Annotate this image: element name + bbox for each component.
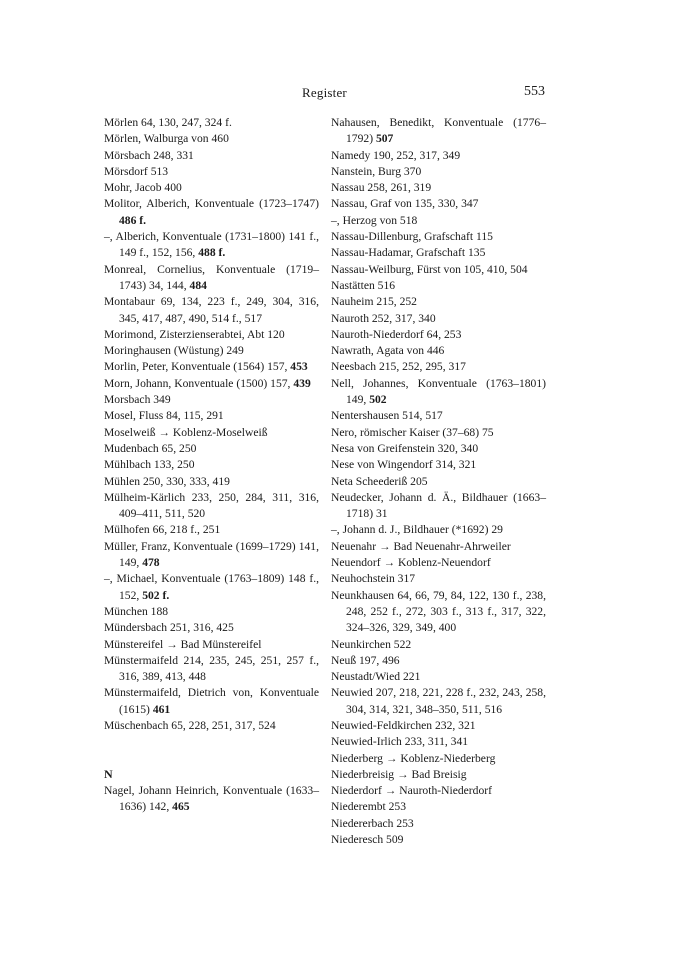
entry-text: –, Alberich, Konventuale (1731–1800) 141 f., 149 f., 152, 156,	[104, 230, 319, 260]
index-entry	[331, 343, 546, 359]
entry-bold-page: 484	[189, 278, 207, 292]
entry-bold-page: 507	[375, 132, 394, 146]
index-entry	[331, 637, 546, 653]
index-entry	[331, 539, 546, 555]
entry-bold-page: 502	[369, 393, 387, 407]
entry-bold-page: 486 f.	[119, 213, 147, 227]
entry-text: Moringhausen (Wüstung) 249	[104, 344, 244, 358]
index-entry	[104, 115, 319, 131]
entry-text: Niederesch 509	[331, 833, 404, 847]
index-entry	[104, 718, 319, 734]
index-entry	[331, 474, 546, 490]
entry-text: Neta Scheederiß 205	[331, 474, 428, 488]
entry-text: Nassau 258, 261, 319	[331, 181, 432, 195]
entry-bold-page: 439	[293, 376, 311, 390]
index-entry	[104, 376, 319, 392]
index-entry	[331, 278, 546, 294]
entry-text: Mülheim-Kärlich 233, 250, 284, 311, 316, 409–411, 511, 520	[104, 490, 319, 521]
entry-text: Mündersbach 251, 316, 425	[104, 621, 234, 635]
index-entry	[104, 457, 319, 473]
entry-text: Namedy 190, 252, 317, 349	[331, 148, 461, 162]
index-entry	[104, 604, 319, 620]
running-title: Register	[302, 85, 347, 100]
entry-text: Neunkhausen 64, 66, 79, 84, 122, 130 f., 238, 248, 252 f., 272, 303 f., 313 f., 317, 322, 324–326, 329, 349, 400	[331, 588, 546, 635]
entry-text: Neuß 197, 496	[331, 653, 400, 667]
entry-text: Niederembt 253	[331, 800, 407, 814]
entry-text: Mörlen 64, 130, 247, 324 f.	[104, 116, 232, 129]
entry-text: München 188	[104, 604, 169, 618]
index-entry	[104, 685, 319, 718]
entry-bold-page: 461	[152, 702, 171, 716]
index-entry	[331, 408, 546, 424]
index-entry	[331, 262, 546, 278]
left-entries	[104, 115, 319, 734]
index-entry	[331, 767, 546, 783]
section-gap	[104, 734, 319, 766]
index-entry	[331, 653, 546, 669]
entry-text: Neuendorf → Koblenz-Neuendorf	[331, 556, 491, 570]
index-entry	[331, 588, 546, 637]
index-entry	[331, 196, 546, 212]
index-entry	[104, 620, 319, 636]
index-entry	[104, 262, 319, 295]
entry-text: Nassau-Dillenburg, Grafschaft 115	[331, 230, 493, 244]
entry-text: Morsbach 349	[104, 393, 171, 407]
entry-text: Mudenbach 65, 250	[104, 441, 197, 455]
index-entry	[331, 685, 546, 718]
entry-bold-page: 453	[290, 360, 308, 374]
index-entry	[104, 343, 319, 359]
entry-text: Münstereifel → Bad Münstereifel	[104, 637, 262, 651]
entry-text: Nastätten 516	[331, 278, 396, 292]
entry-text: Monreal, Cornelius, Konventuale (1719–1743) 34, 144,	[104, 262, 319, 292]
entry-text: Nentershausen 514, 517	[331, 409, 443, 423]
entry-text: Münstermaifeld 214, 235, 245, 251, 257 f., 316, 389, 413, 448	[104, 653, 319, 684]
entry-text: –, Johann d. J., Bildhauer (*1692) 29	[331, 523, 503, 537]
index-entry	[331, 751, 546, 767]
index-entry	[331, 294, 546, 310]
index-entry	[331, 327, 546, 343]
entry-text: Nesa von Greifenstein 320, 340	[331, 441, 479, 455]
index-entry	[104, 425, 319, 441]
entry-text: Neuwied-Feldkirchen 232, 321	[331, 718, 476, 732]
index-entry	[104, 474, 319, 490]
entry-bold-page: 465	[172, 799, 190, 813]
index-entry	[331, 441, 546, 457]
running-header	[104, 85, 545, 105]
index-entry	[331, 555, 546, 571]
entry-text: Nassau-Weilburg, Fürst von 105, 410, 504	[331, 262, 528, 276]
index-entry	[331, 571, 546, 587]
entry-text: Niedererbach 253	[331, 816, 414, 830]
entry-text: Montabaur 69, 134, 223 f., 249, 304, 316, 345, 417, 487, 490, 514 f., 517	[104, 295, 319, 325]
index-entry	[104, 131, 319, 147]
right-entries	[331, 115, 546, 848]
entry-text: Müschenbach 65, 228, 251, 317, 524	[104, 718, 276, 732]
entry-text: Neunkirchen 522	[331, 637, 412, 651]
entry-text: Nassau, Graf von 135, 330, 347	[331, 197, 479, 211]
index-entry	[104, 783, 319, 816]
entry-text: Nauroth-Niederdorf 64, 253	[331, 327, 462, 341]
index-entry	[104, 392, 319, 408]
index-entry	[331, 816, 546, 832]
entry-text: Morimond, Zisterzienserabtei, Abt 120	[104, 327, 285, 341]
index-entry	[331, 734, 546, 750]
index-entry	[331, 718, 546, 734]
entry-text: Mohr, Jacob 400	[104, 181, 182, 195]
entry-text: Neuenahr → Bad Neuenahr-Ahrweiler	[331, 539, 511, 553]
entry-bold-page: 502 f.	[142, 588, 170, 602]
entry-text: Moselweiß → Koblenz-Moselweiß	[104, 425, 268, 439]
entry-text: Münstermaifeld, Dietrich von, Konventuale (1615)	[104, 686, 319, 716]
index-entry	[104, 164, 319, 180]
index-entry	[104, 637, 319, 653]
entry-text: Neuwied 207, 218, 221, 228 f., 232, 243, 258, 304, 314, 321, 348–350, 511, 516	[331, 686, 546, 716]
index-entry	[331, 148, 546, 164]
entry-text: Nauroth 252, 317, 340	[331, 311, 436, 325]
index-entry	[104, 653, 319, 686]
index-entry	[331, 229, 546, 245]
index-entry	[104, 180, 319, 196]
left-column	[104, 115, 319, 815]
entry-text: Neuhochstein 317	[331, 572, 416, 586]
entry-text: Nawrath, Agata von 446	[331, 344, 445, 358]
index-entry	[104, 441, 319, 457]
index-entry	[331, 490, 546, 523]
index-entry	[104, 229, 319, 262]
entry-text: Mülhofen 66, 218 f., 251	[104, 523, 221, 537]
page-number: 553	[524, 84, 545, 99]
index-entry	[331, 311, 546, 327]
entry-text: –, Michael, Konventuale (1763–1809) 148 f., 152,	[104, 572, 319, 602]
index-entry	[104, 294, 319, 327]
index-entry	[331, 457, 546, 473]
entry-text: Neustadt/Wied 221	[331, 670, 421, 684]
left-n-entries	[104, 783, 319, 816]
index-entry	[104, 522, 319, 538]
entry-text: Mühlbach 133, 250	[104, 458, 195, 472]
entry-text: Nahausen, Benedikt, Konventuale (1776–1792)	[331, 116, 546, 146]
index-entry	[331, 669, 546, 685]
index-entry	[104, 359, 319, 375]
entry-text: Mörsbach 248, 331	[104, 148, 194, 162]
index-entry	[331, 359, 546, 375]
entry-text: Nero, römischer Kaiser (37–68) 75	[331, 425, 494, 439]
index-entry	[331, 180, 546, 196]
entry-text: Nell, Johannes, Konventuale (1763–1801) 149,	[331, 376, 546, 407]
entry-text: Mühlen 250, 330, 333, 419	[104, 474, 230, 488]
index-entry	[331, 213, 546, 229]
entry-text: Mörsdorf 513	[104, 164, 169, 178]
entry-text: Niederberg → Koblenz-Niederberg	[331, 751, 496, 765]
index-entry	[104, 539, 319, 572]
entry-text: Morlin, Peter, Konventuale (1564) 157,	[104, 360, 291, 374]
entry-bold-page: 488 f.	[198, 246, 226, 260]
entry-text: –, Herzog von 518	[331, 213, 418, 227]
entry-text: Molitor, Alberich, Konventuale (1723–1747)	[104, 197, 319, 211]
entry-text: Neudecker, Johann d. Ä., Bildhauer (1663–1718) 31	[331, 490, 546, 521]
index-entry	[104, 490, 319, 523]
entry-bold-page: 478	[142, 556, 160, 570]
entry-text: Niederdorf → Nauroth-Niederdorf	[331, 784, 492, 798]
index-entry	[331, 799, 546, 815]
entry-text: Nauheim 215, 252	[331, 295, 417, 309]
right-column	[331, 115, 546, 848]
entry-text: Nanstein, Burg 370	[331, 164, 422, 178]
entry-text: Neuwied-Irlich 233, 311, 341	[331, 735, 469, 749]
index-entry	[104, 196, 319, 229]
entry-text: Mörlen, Walburga von 460	[104, 132, 229, 146]
index-entry	[104, 571, 319, 604]
index-entry	[331, 832, 546, 848]
index-entry	[331, 783, 546, 799]
index-entry	[331, 376, 546, 409]
index-entry	[331, 115, 546, 148]
index-entry	[331, 522, 546, 538]
index-entry	[331, 245, 546, 261]
index-entry	[104, 327, 319, 343]
index-entry	[104, 148, 319, 164]
entry-text: Morn, Johann, Konventuale (1500) 157,	[104, 376, 294, 390]
entry-text: Nassau-Hadamar, Grafschaft 135	[331, 246, 486, 260]
section-letter: N	[104, 767, 113, 782]
entry-text: Müller, Franz, Konventuale (1699–1729) 141, 149,	[104, 539, 319, 570]
entry-text: Mosel, Fluss 84, 115, 291	[104, 409, 224, 423]
entry-text: Niederbreisig → Bad Breisig	[331, 767, 467, 781]
entry-text: Neesbach 215, 252, 295, 317	[331, 360, 466, 374]
index-entry	[104, 408, 319, 424]
entry-text: Nagel, Johann Heinrich, Konventuale (1633–1636) 142,	[104, 783, 319, 813]
index-entry	[331, 164, 546, 180]
index-entry	[331, 425, 546, 441]
entry-text: Nese von Wingendorf 314, 321	[331, 458, 477, 472]
